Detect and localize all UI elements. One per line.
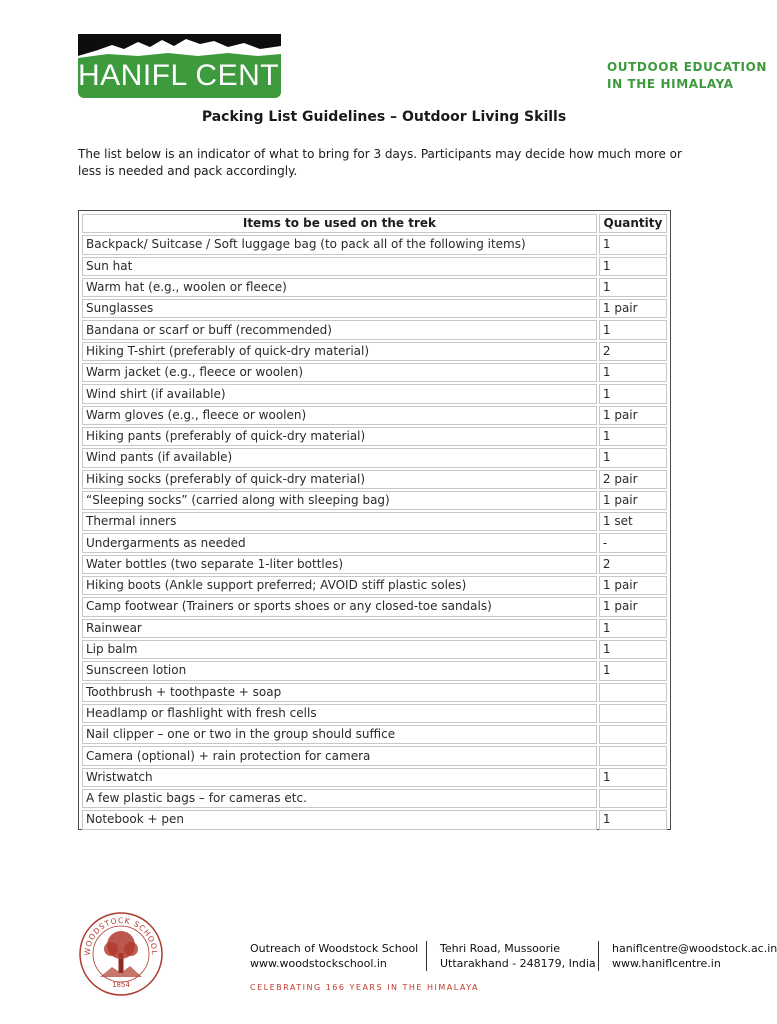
quantity-cell: 1 pair: [599, 299, 667, 318]
quantity-cell: 1: [599, 384, 667, 403]
table-row: [82, 533, 667, 552]
item-cell: A few plastic bags – for cameras etc.: [82, 789, 597, 808]
table-row: [82, 683, 667, 702]
packing-table: [80, 212, 669, 832]
table-row: [82, 278, 667, 297]
quantity-cell: [599, 725, 667, 744]
tagline-line-1: OUTDOOR EDUCATION: [607, 60, 768, 74]
quantity-cell: 1 pair: [599, 491, 667, 510]
item-cell: Sunglasses: [82, 299, 597, 318]
quantity-cell: 1: [599, 278, 667, 297]
page-title: Packing List Guidelines – Outdoor Living Skills: [201, 109, 567, 125]
quantity-cell: 1: [599, 810, 667, 829]
table-row: [82, 746, 667, 765]
mountain-icon: [78, 34, 281, 60]
hanifl-centre-logo: [78, 34, 322, 98]
item-cell: Sunscreen lotion: [82, 661, 597, 680]
table-row: [82, 257, 667, 276]
quantity-cell: [599, 704, 667, 723]
item-cell: Lip balm: [82, 640, 597, 659]
item-cell: Hiking socks (preferably of quick-dry material): [82, 470, 597, 489]
item-cell: Warm jacket (e.g., fleece or woolen): [82, 363, 597, 382]
woodstock-website-link[interactable]: www.woodstockschool.in: [250, 957, 387, 970]
quantity-cell: -: [599, 533, 667, 552]
footer-divider: [598, 941, 599, 971]
quantity-cell: 2: [599, 555, 667, 574]
table-row: [82, 363, 667, 382]
item-cell: Camp footwear (Trainers or sports shoes or any closed-toe sandals): [82, 597, 597, 616]
table-row: [82, 725, 667, 744]
quantity-cell: 1: [599, 257, 667, 276]
quantity-cell: [599, 683, 667, 702]
address-line-1: Tehri Road, Mussoorie: [440, 942, 560, 955]
item-cell: Toothbrush + toothpaste + soap: [82, 683, 597, 702]
item-cell: Rainwear: [82, 619, 597, 638]
table-row: [82, 427, 667, 446]
table-row: [82, 768, 667, 787]
table-row: [82, 384, 667, 403]
item-cell: Wind shirt (if available): [82, 384, 597, 403]
table-row: [82, 661, 667, 680]
item-cell: Thermal inners: [82, 512, 597, 531]
quantity-cell: 1: [599, 448, 667, 467]
item-cell: Hiking pants (preferably of quick-dry material): [82, 427, 597, 446]
quantity-cell: [599, 789, 667, 808]
table-row: [82, 555, 667, 574]
quantity-cell: 1: [599, 768, 667, 787]
item-cell: Warm hat (e.g., woolen or fleece): [82, 278, 597, 297]
table-row: [82, 299, 667, 318]
tagline: [607, 59, 767, 93]
item-cell: Wind pants (if available): [82, 448, 597, 467]
item-cell: Water bottles (two separate 1-liter bottles): [82, 555, 597, 574]
quantity-cell: 1: [599, 619, 667, 638]
quantity-cell: 1 pair: [599, 576, 667, 595]
table-row: [82, 406, 667, 425]
item-cell: Hiking boots (Ankle support preferred; AVOID stiff plastic soles): [82, 576, 597, 595]
table-row: [82, 320, 667, 339]
item-cell: Camera (optional) + rain protection for camera: [82, 746, 597, 765]
quantity-cell: 1 set: [599, 512, 667, 531]
item-cell: Headlamp or flashlight with fresh cells: [82, 704, 597, 723]
header-items: Items to be used on the trek: [82, 214, 597, 233]
table-row: [82, 342, 667, 361]
table-row: [82, 235, 667, 254]
logo-text: HANIFL CENTRE: [78, 59, 322, 92]
table-row: [82, 597, 667, 616]
footer-address: [440, 941, 596, 971]
intro-paragraph: The list below is an indicator of what to bring for 3 days. Participants may decide how much more or less is needed and pack accordingly.: [78, 147, 682, 178]
item-cell: Undergarments as needed: [82, 533, 597, 552]
footer-contact: [612, 941, 777, 971]
seal-year: 1854: [112, 981, 130, 989]
table-row: [82, 640, 667, 659]
table-row: [82, 576, 667, 595]
celebrating-banner: CELEBRATING 166 YEARS IN THE HIMALAYA: [250, 983, 479, 992]
footer-divider: [426, 941, 427, 971]
quantity-cell: 1: [599, 363, 667, 382]
table-row: [82, 470, 667, 489]
item-cell: “Sleeping socks” (carried along with sleeping bag): [82, 491, 597, 510]
table-row: [82, 789, 667, 808]
table-row: [82, 619, 667, 638]
table-row: [82, 491, 667, 510]
table-row: [82, 512, 667, 531]
address-line-2: Uttarakhand - 248179, India: [440, 957, 596, 970]
quantity-cell: 1 pair: [599, 406, 667, 425]
email-link[interactable]: haniflcentre@woodstock.ac.in: [612, 942, 777, 955]
table-row: [82, 704, 667, 723]
item-cell: Wristwatch: [82, 768, 597, 787]
woodstock-school-seal-icon: [78, 911, 164, 997]
quantity-cell: 2 pair: [599, 470, 667, 489]
footer-outreach-line: Outreach of Woodstock School: [250, 942, 419, 955]
table-row: [82, 448, 667, 467]
table-header-row: [82, 214, 667, 233]
quantity-cell: 1: [599, 427, 667, 446]
quantity-cell: 1 pair: [599, 597, 667, 616]
quantity-cell: 1: [599, 235, 667, 254]
item-cell: Nail clipper – one or two in the group should suffice: [82, 725, 597, 744]
quantity-cell: 1: [599, 661, 667, 680]
seal-arc-text: WOODSTOCK SCHOOL: [82, 915, 160, 956]
tagline-line-2: IN THE HIMALAYA: [607, 77, 734, 91]
item-cell: Notebook + pen: [82, 810, 597, 829]
item-cell: Backpack/ Suitcase / Soft luggage bag (to pack all of the following items): [82, 235, 597, 254]
item-cell: Sun hat: [82, 257, 597, 276]
item-cell: Hiking T-shirt (preferably of quick-dry material): [82, 342, 597, 361]
footer-outreach: [250, 941, 418, 971]
item-cell: Bandana or scarf or buff (recommended): [82, 320, 597, 339]
packing-table-frame: [78, 210, 671, 830]
header-quantity: Quantity: [599, 214, 667, 233]
quantity-cell: 2: [599, 342, 667, 361]
quantity-cell: [599, 746, 667, 765]
quantity-cell: 1: [599, 320, 667, 339]
quantity-cell: 1: [599, 640, 667, 659]
hanifl-website-link[interactable]: www.haniflcentre.in: [612, 957, 721, 970]
item-cell: Warm gloves (e.g., fleece or woolen): [82, 406, 597, 425]
table-row: [82, 810, 667, 829]
